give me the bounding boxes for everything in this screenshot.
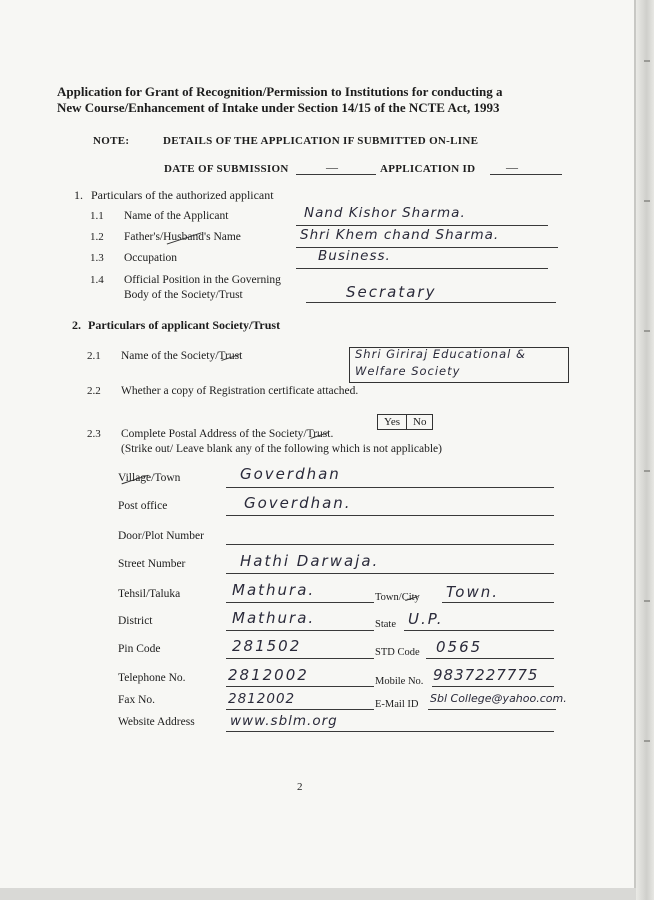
title-line-1: Application for Grant of Recognition/Permission to Institutions for conducting a: [57, 84, 503, 99]
postal-address-instruction: (Strike out/ Leave blank any of the following which is not applicable): [121, 443, 442, 455]
father-name-label-pre: Father's/: [124, 231, 164, 243]
state-value: U.P.: [408, 610, 444, 628]
email-label: E-Mail ID: [375, 699, 419, 710]
official-position-label-2: Body of the Society/Trust: [124, 289, 243, 301]
telephone-line: [226, 686, 374, 687]
mobile-value: 9837227775: [433, 666, 539, 684]
edge-mark: [644, 470, 650, 472]
door-plot-line: [226, 544, 554, 545]
occupation-line: [296, 268, 548, 269]
scan-page-edge: [636, 0, 654, 900]
pin-code-value: 281502: [232, 637, 302, 655]
street-number-label: Street Number: [118, 558, 186, 570]
page-number: 2: [297, 781, 303, 793]
application-id-label: APPLICATION ID: [380, 163, 476, 175]
std-code-line: [426, 658, 554, 659]
edge-mark: [644, 60, 650, 62]
postal-address-label: [121, 428, 333, 440]
official-position-value: Secratary: [346, 283, 437, 301]
district-label: District: [118, 615, 153, 627]
item-2-1-number: 2.1: [87, 350, 101, 362]
street-number-value: Hathi Darwaja.: [240, 552, 380, 570]
fax-value: 2812002: [228, 691, 296, 707]
town-city-label: [375, 592, 420, 603]
father-name-label-struck: Husband: [163, 231, 205, 243]
postal-address-label-post: .: [330, 428, 334, 440]
father-name-value: Shri Khem chand Sharma.: [300, 227, 500, 243]
section-1-number: 1.: [74, 188, 83, 202]
official-position-label-1: Official Position in the Governing: [124, 274, 281, 286]
item-1-2-number: 1.2: [90, 231, 104, 243]
occupation-label: Occupation: [124, 252, 178, 264]
date-of-submission-value: —: [326, 160, 338, 174]
item-1-3-number: 1.3: [90, 252, 104, 264]
registration-yes-no-box: [377, 414, 433, 430]
post-office-label: Post office: [118, 500, 168, 512]
state-label: State: [375, 619, 396, 630]
city-label-struck: City: [401, 592, 420, 603]
date-of-submission-label: DATE OF SUBMISSION: [164, 163, 289, 175]
application-id-value: —: [506, 160, 518, 174]
edge-mark: [644, 200, 650, 202]
applicant-name-value: Nand Kishor Sharma.: [304, 205, 466, 221]
post-office-line: [226, 515, 554, 516]
street-number-line: [226, 573, 554, 574]
society-name-value-1: Shri Giriraj Educational &: [355, 347, 526, 361]
title-line-2: New Course/Enhancement of Intake under Section 14/15 of the NCTE Act, 1993: [57, 100, 500, 115]
society-name-value-2: Welfare Society: [355, 364, 461, 378]
section-2-number: 2.: [72, 318, 81, 332]
town-label-pre: Town/: [375, 592, 402, 603]
tehsil-value: Mathura.: [232, 581, 316, 599]
website-line: [226, 731, 554, 732]
fax-line: [226, 709, 374, 710]
note-text: DETAILS OF THE APPLICATION IF SUBMITTED ON-LINE: [163, 135, 479, 147]
father-name-label-post: 's Name: [204, 231, 241, 243]
village-label-post: /Town: [151, 472, 181, 484]
society-name-label-struck: Trust: [218, 350, 243, 362]
postal-address-label-struck: Trust: [306, 428, 331, 440]
fax-label: Fax No.: [118, 694, 156, 706]
district-value: Mathura.: [232, 609, 316, 627]
website-value: www.sblm.org: [230, 713, 338, 729]
tehsil-line: [226, 602, 374, 603]
telephone-label: Telephone No.: [118, 672, 186, 684]
std-code-label: STD Code: [375, 647, 420, 658]
section-1-heading: Particulars of the authorized applicant: [91, 188, 274, 202]
item-2-2-number: 2.2: [87, 385, 101, 397]
village-town-line: [226, 487, 554, 488]
item-2-3-number: 2.3: [87, 428, 101, 440]
occupation-value: Business.: [318, 248, 391, 264]
state-line: [404, 630, 554, 631]
edge-mark: [644, 330, 650, 332]
std-code-value: 0565: [436, 638, 483, 656]
district-line: [226, 630, 374, 631]
registration-no-option[interactable]: No: [406, 415, 432, 429]
post-office-value: Goverdhan.: [244, 494, 352, 512]
applicant-name-label: Name of the Applicant: [124, 210, 229, 222]
father-name-label: [124, 231, 241, 243]
village-town-value: Goverdhan: [240, 465, 341, 483]
village-town-label: [118, 472, 180, 484]
mobile-line: [432, 686, 554, 687]
town-city-line: [442, 602, 554, 603]
door-plot-label: Door/Plot Number: [118, 530, 204, 542]
village-label-struck: Village: [118, 472, 152, 484]
postal-address-label-pre: Complete Postal Address of the Society/: [121, 428, 307, 440]
email-line: [428, 709, 556, 710]
pin-code-label: Pin Code: [118, 643, 161, 655]
edge-mark: [644, 600, 650, 602]
applicant-name-line: [296, 225, 548, 226]
section-2-heading: Particulars of applicant Society/Trust: [88, 318, 281, 332]
telephone-value: 2812002: [228, 666, 309, 684]
official-position-line: [306, 302, 556, 303]
edge-mark: [644, 740, 650, 742]
society-name-label: [121, 350, 242, 362]
registration-yes-option[interactable]: Yes: [384, 416, 401, 428]
application-id-line: [490, 174, 562, 175]
society-name-label-pre: Name of the Society/: [121, 350, 219, 362]
item-1-1-number: 1.1: [90, 210, 104, 222]
note-label: NOTE:: [93, 135, 130, 147]
tehsil-label: Tehsil/Taluka: [118, 588, 181, 600]
website-label: Website Address: [118, 716, 195, 728]
mobile-label: Mobile No.: [375, 676, 424, 687]
town-city-value: Town.: [446, 583, 500, 601]
item-1-4-number: 1.4: [90, 274, 104, 286]
email-value: Sbl College@yahoo.com.: [430, 692, 567, 705]
registration-certificate-label: Whether a copy of Registration certificate attached.: [121, 385, 359, 397]
pin-code-line: [226, 658, 374, 659]
